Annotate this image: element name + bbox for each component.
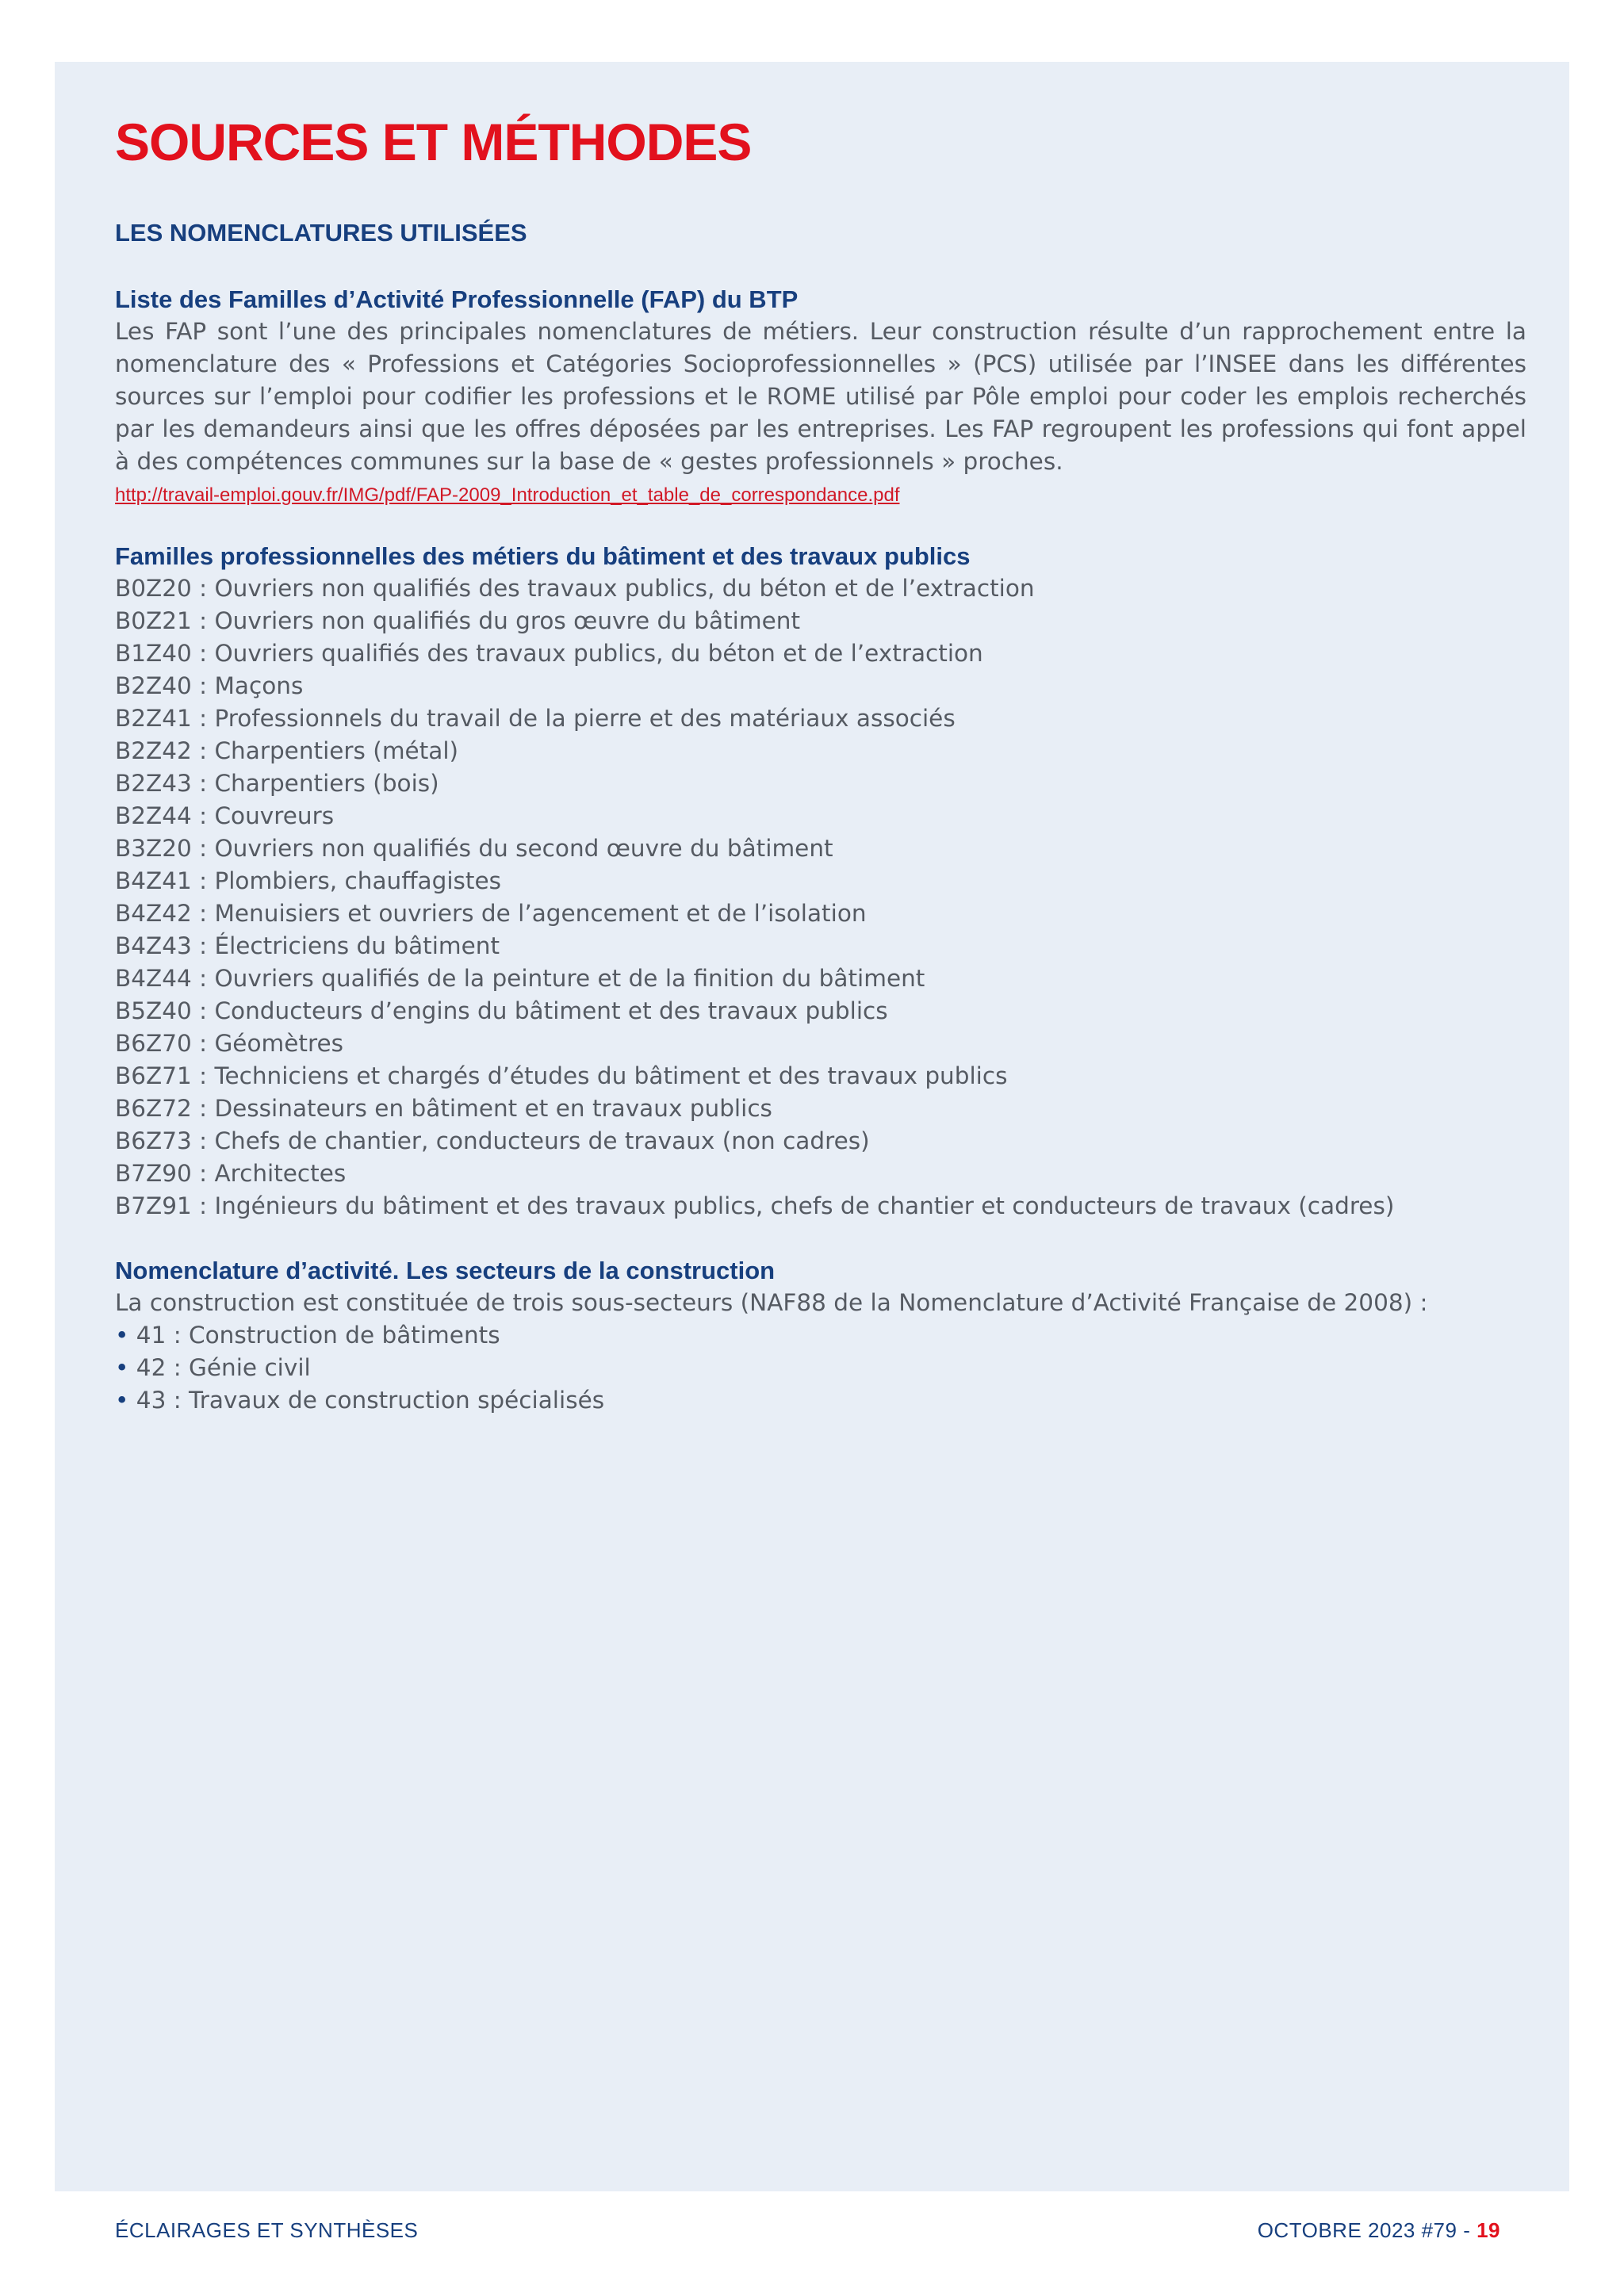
list-item: B6Z73 : Chefs de chantier, conducteurs de travaux (non cadres) [115,1127,870,1154]
fap-pdf-link[interactable]: http://travail-emploi.gouv.fr/IMG/pdf/FAP-2009_Introduction_et_table_de_correspondance.pdf [115,484,900,506]
bullet-item [115,1319,1526,1352]
list-item: B4Z44 : Ouvriers qualifiés de la peinture et de la finition du bâtiment [115,965,925,992]
list-item: B6Z71 : Techniciens et chargés d’études du bâtiment et des travaux publics [115,1062,1008,1089]
section-heading: LES NOMENCLATURES UTILISÉES [115,219,527,247]
list-item: B7Z90 : Architectes [115,1160,347,1187]
list-item: B4Z42 : Menuisiers et ouvriers de l’agencement et de l’isolation [115,900,867,927]
activite-section [115,1254,1526,1417]
list-item: B6Z70 : Géomètres [115,1030,343,1057]
bullet-item [115,1352,1526,1384]
list-item: B6Z72 : Dessinateurs en bâtiment et en travaux publics [115,1095,772,1122]
main-content [115,111,1526,1417]
footer-publication: ÉCLAIRAGES ET SYNTHÈSES [115,2218,419,2242]
bullet-text: 43 : Travaux de construction spécialisés [136,1387,605,1414]
list-item: B4Z41 : Plombiers, chauffagistes [115,867,502,894]
list-item: B1Z40 : Ouvriers qualifiés des travaux publics, du béton et de l’extraction [115,640,983,667]
list-item: B2Z44 : Couvreurs [115,802,335,829]
bullet-text: 41 : Construction de bâtiments [136,1322,500,1349]
familles-section [115,540,1526,1223]
list-item: B7Z91 : Ingénieurs du bâtiment et des travaux publics, chefs de chantier et conducteurs de travaux (cadres) [115,1192,1395,1219]
list-item: B3Z20 : Ouvriers non qualifiés du second œuvre du bâtiment [115,835,833,862]
bullet-text: 42 : Génie civil [136,1354,311,1381]
bullet-item [115,1384,1526,1417]
page-title: SOURCES ET MÉTHODES [115,113,752,171]
list-item: B4Z43 : Électriciens du bâtiment [115,932,500,959]
list-item: B2Z43 : Charpentiers (bois) [115,770,439,797]
list-item: B2Z41 : Professionnels du travail de la pierre et des matériaux associés [115,705,956,732]
footer-issue-date: OCTOBRE 2023 #79 - [1257,2218,1477,2242]
fap-heading: Liste des Familles d’Activité Professionnelle (FAP) du BTP [115,285,799,313]
list-item: B5Z40 : Conducteurs d’engins du bâtiment et des travaux publics [115,997,888,1024]
list-item: B0Z20 : Ouvriers non qualifiés des travaux publics, du béton et de l’extraction [115,575,1035,602]
fap-paragraph: Les FAP sont l’une des principales nomenclatures de métiers. Leur construction résulte d’un rapprochement entre la nomenclature des « Professions et Catégories Socioprofessionnelles » (PCS) utilisée par l’INSEE dans les différentes sources sur l’emploi pour codifier les professions et le ROME utilisé par Pôle emploi pour coder les emplois recherchés par les demandeurs ainsi que les offres déposées par les entreprises. Les FAP regroupent les professions qui font appel à des compétences communes sur la base de « gestes professionnels » proches. [115,318,1526,475]
list-item: B2Z40 : Maçons [115,672,304,699]
familles-list [115,572,1526,1223]
footer-issue [1258,2217,1500,2244]
familles-heading: Familles professionnelles des métiers du bâtiment et des travaux publics [115,542,971,570]
page-number: 19 [1477,2218,1500,2242]
bullet-icon: • [115,1322,129,1349]
activite-heading: Nomenclature d’activité. Les secteurs de la construction [115,1257,776,1284]
bullet-icon: • [115,1387,129,1414]
list-item: B2Z42 : Charpentiers (métal) [115,737,459,764]
activite-intro: La construction est constituée de trois sous-secteurs (NAF88 de la Nomenclature d’Activité Française de 2008) : [115,1289,1428,1316]
list-item: B0Z21 : Ouvriers non qualifiés du gros œuvre du bâtiment [115,607,801,634]
fap-section [115,283,1526,508]
bullet-icon: • [115,1354,129,1381]
